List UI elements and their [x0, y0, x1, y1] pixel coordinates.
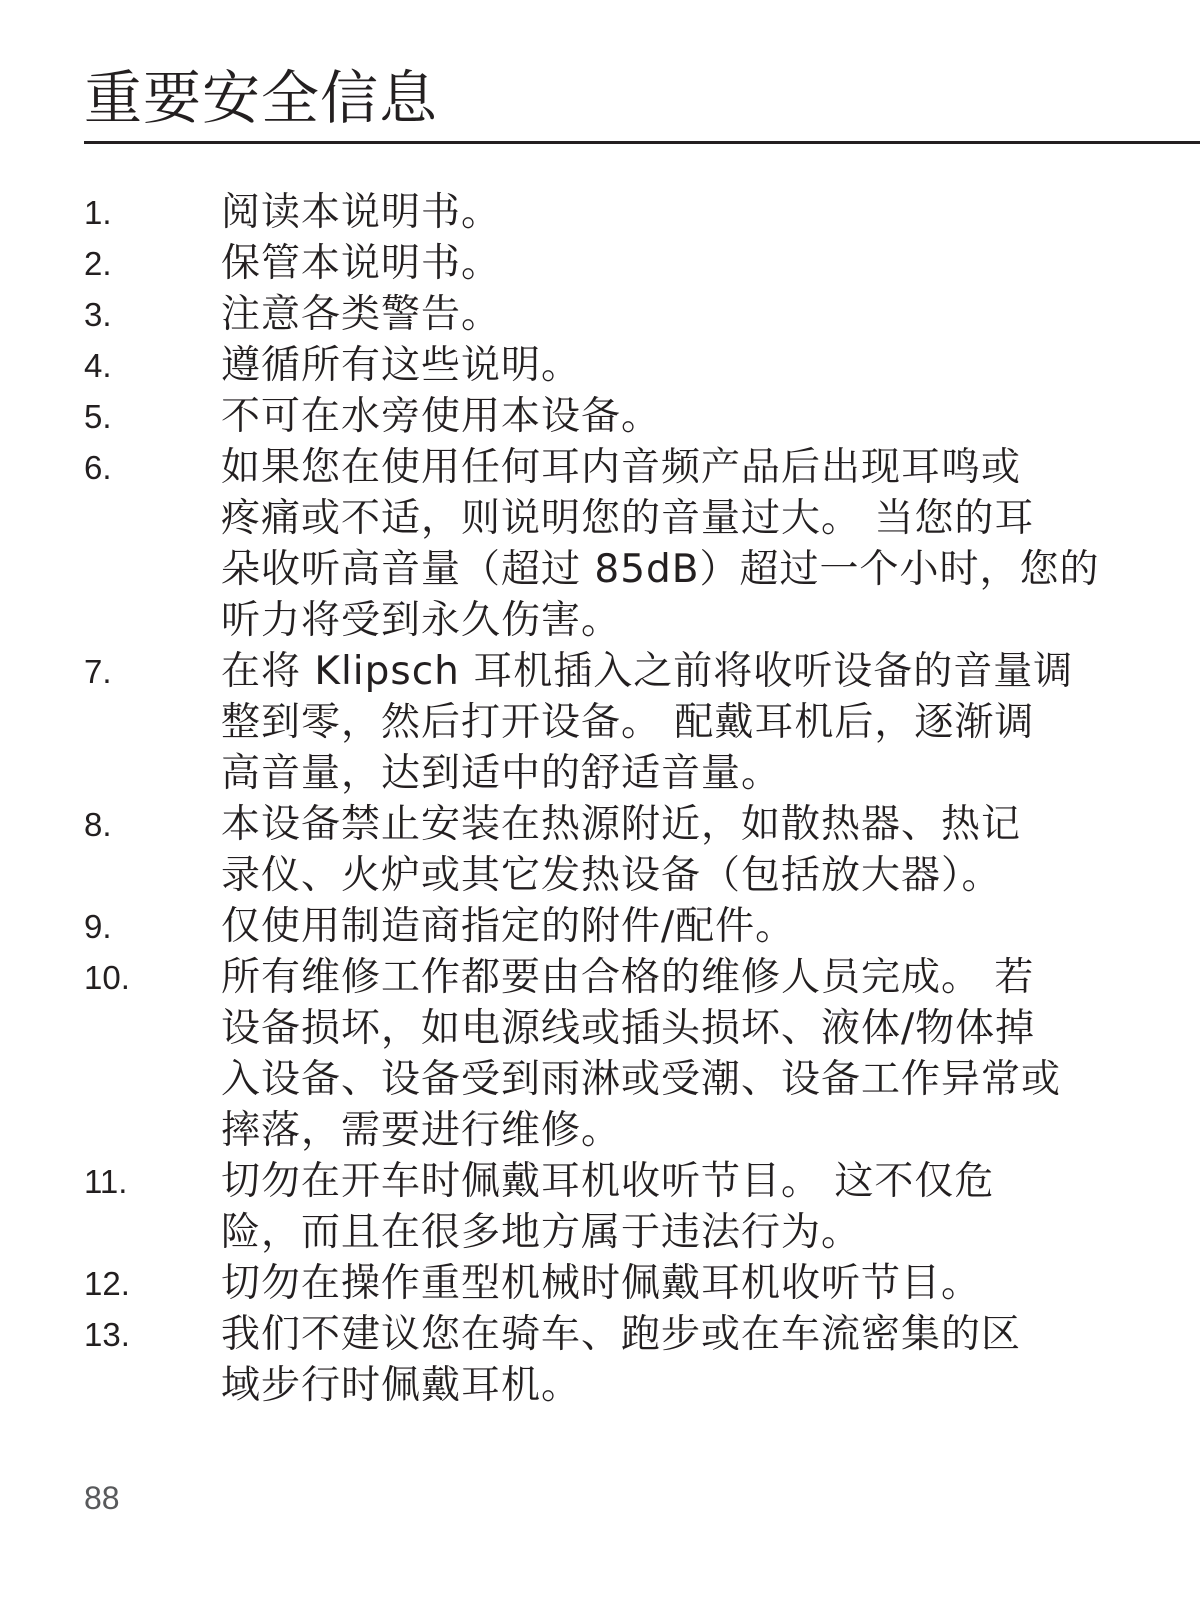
item-number: 11.	[84, 1163, 128, 1200]
item-text: 本设备禁止安装在热源附近，如散热器、热记 录仪、火炉或其它发热设备（包括放大器）。	[221, 802, 1022, 898]
item-number: 2.	[84, 245, 112, 282]
list-item	[84, 799, 1124, 901]
item-number: 8.	[84, 806, 112, 843]
list-item	[84, 952, 1124, 1156]
item-number: 13.	[84, 1316, 130, 1353]
item-text: 我们不建议您在骑车、跑步或在车流密集的区 域步行时佩戴耳机。	[221, 1312, 1022, 1408]
page-title: 重要安全信息	[84, 64, 439, 132]
item-number: 10.	[84, 959, 130, 996]
list-item	[84, 1309, 1124, 1411]
item-text: 不可在水旁使用本设备。	[221, 394, 662, 439]
list-item	[84, 391, 1124, 442]
list-item	[84, 340, 1124, 391]
item-number: 7.	[84, 653, 112, 690]
list-item	[84, 442, 1124, 646]
item-text: 切勿在开车时佩戴耳机收听节目。 这不仅危 险，而且在很多地方属于违法行为。	[221, 1159, 995, 1255]
item-text: 切勿在操作重型机械时佩戴耳机收听节目。	[221, 1261, 982, 1306]
list-item	[84, 1156, 1124, 1258]
item-number: 5.	[84, 398, 112, 435]
list-item	[84, 238, 1124, 289]
item-text: 遵循所有这些说明。	[221, 343, 582, 388]
list-item	[84, 1258, 1124, 1309]
item-text: 阅读本说明书。	[221, 190, 502, 235]
item-number: 9.	[84, 908, 112, 945]
safety-instructions-list	[84, 187, 1124, 1411]
list-item	[84, 289, 1124, 340]
page-number: 88	[84, 1480, 120, 1516]
item-number: 1.	[84, 194, 112, 231]
title-divider	[84, 141, 1200, 144]
item-number: 12.	[84, 1265, 130, 1302]
list-item	[84, 901, 1124, 952]
item-number: 4.	[84, 347, 112, 384]
item-text: 如果您在使用任何耳内音频产品后出现耳鸣或 疼痛或不适，则说明您的音量过大。 当您的耳 朵收听高音量（超过 85dB）超过一个小时，您的 听力将受到永久伤害。	[221, 445, 1100, 643]
item-number: 6.	[84, 449, 112, 486]
list-item	[84, 646, 1124, 799]
item-text: 仅使用制造商指定的附件/配件。	[221, 904, 796, 949]
item-text: 注意各类警告。	[221, 292, 502, 337]
item-number: 3.	[84, 296, 112, 333]
item-text: 在将 Klipsch 耳机插入之前将收听设备的音量调 整到零，然后打开设备。 配戴耳机后，逐渐调 高音量，达到适中的舒适音量。	[221, 649, 1074, 796]
item-text: 所有维修工作都要由合格的维修人员完成。 若 设备损坏，如电源线或插头损坏、液体/物体掉 入设备、设备受到雨淋或受潮、设备工作异常或 摔落，需要进行维修。	[221, 955, 1062, 1153]
item-text: 保管本说明书。	[221, 241, 502, 286]
list-item	[84, 187, 1124, 238]
